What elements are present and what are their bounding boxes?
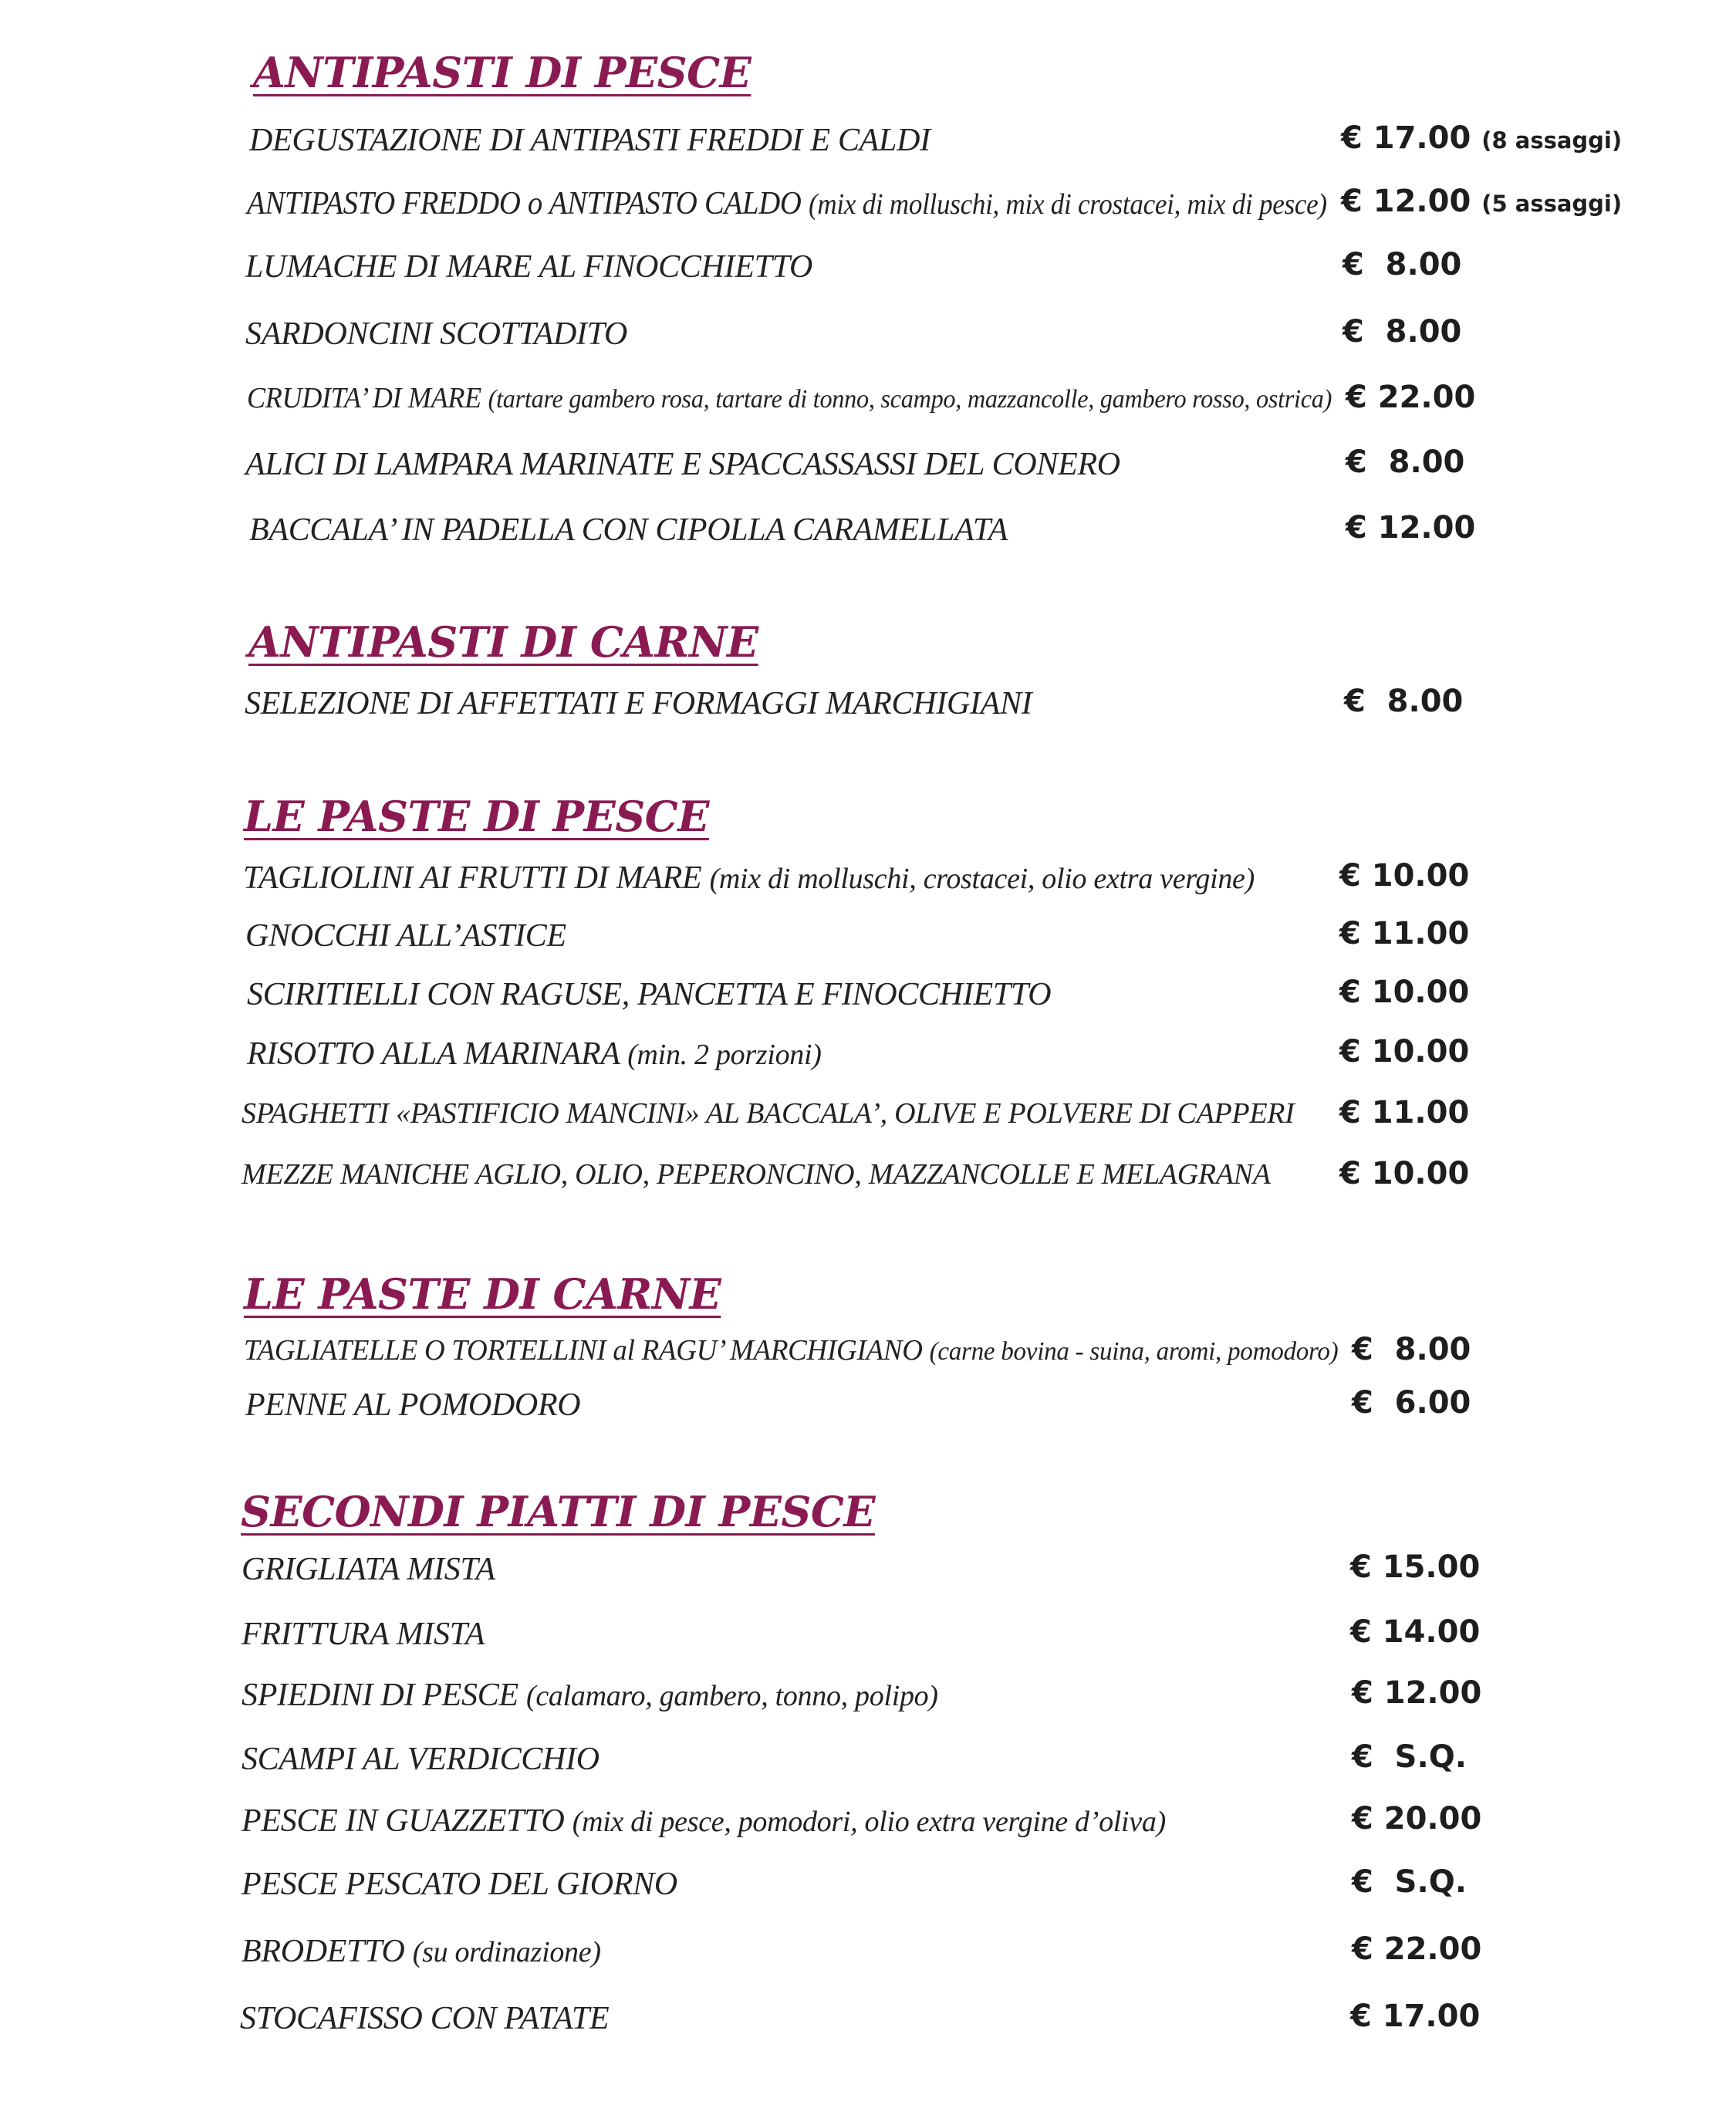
dish-title: CRUDITA’ DI MARE [247, 382, 481, 414]
dish-note: (mix di molluschi, crostacei, olio extra vergine) [709, 863, 1255, 895]
dish-title: SELEZIONE DI AFFETTATI E FORMAGGI MARCHIGIANI [245, 686, 1032, 721]
dish-price [1339, 975, 1469, 1010]
dish-title: SARDONCINI SCOTTADITO [245, 316, 628, 352]
price-value: € 22.00 [1346, 380, 1476, 415]
dish-price [1346, 444, 1464, 480]
dish-name [245, 316, 627, 353]
dish-note: (tartare gambero rosa, tartare di tonno, scampo, mazzancolle, gambero rosso, ostrica) [488, 385, 1332, 414]
dish-name [245, 446, 1120, 483]
dish-note: (mix di molluschi, mix di crostacei, mix di pesce) [808, 188, 1327, 221]
dish-name [249, 512, 1008, 549]
dish-title: TAGLIATELLE O TORTELLINI al RAGU’ MARCHIGIANO [244, 1334, 923, 1367]
section-heading-le-paste-di-carne: LE PASTE DI CARNE [244, 1269, 721, 1319]
dish-price [1352, 1801, 1481, 1836]
price-value: € 22.00 [1352, 1931, 1482, 1967]
price-value: € 11.00 [1339, 1095, 1470, 1130]
dish-title: MEZZE MANICHE AGLIO, OLIO, PEPERONCINO, MAZZANCOLLE E MELAGRANA [241, 1158, 1271, 1191]
dish-price [1346, 510, 1475, 546]
price-value: € 14.00 [1350, 1614, 1481, 1650]
price-value: € 15.00 [1350, 1549, 1481, 1585]
price-value: € 6.00 [1352, 1385, 1471, 1421]
dish-name [241, 1677, 938, 1714]
dish-price [1339, 1034, 1469, 1069]
dish-name [243, 860, 1255, 897]
dish-note: (su ordinazione) [412, 1936, 601, 1968]
dish-name [240, 2000, 609, 2037]
price-value: € 8.00 [1346, 444, 1465, 480]
price-value: € 10.00 [1339, 858, 1470, 894]
dish-name [241, 1741, 599, 1778]
price-value: € 10.00 [1339, 1034, 1470, 1069]
price-value: € 8.00 [1343, 314, 1462, 350]
dish-price [1341, 120, 1622, 156]
dish-name [241, 1551, 495, 1588]
dish-name [245, 1387, 580, 1424]
dish-name [244, 1333, 1338, 1367]
price-note: (5 assaggi) [1481, 191, 1623, 217]
dish-price [1343, 314, 1461, 350]
dish-price [1343, 247, 1461, 282]
dish-price [1339, 1095, 1469, 1130]
dish-price [1352, 1675, 1481, 1711]
dish-title: LUMACHE DI MARE AL FINOCCHIETTO [245, 249, 813, 285]
dish-title: BRODETTO [241, 1934, 405, 1969]
section-heading-le-paste-di-pesce: LE PASTE DI PESCE [244, 792, 709, 841]
dish-name [245, 917, 566, 955]
dish-price [1339, 916, 1469, 951]
dish-title: PENNE AL POMODORO [245, 1387, 581, 1423]
dish-title: DEGUSTAZIONE DI ANTIPASTI FREDDI E CALDI [249, 123, 930, 158]
dish-note: (min. 2 porzioni) [627, 1039, 822, 1071]
dish-name [241, 1157, 1271, 1191]
dish-title: STOCAFISSO CON PATATE [240, 2001, 610, 2036]
price-value: € 10.00 [1339, 1156, 1470, 1191]
section-heading-antipasti-di-pesce: ANTIPASTI DI PESCE [253, 48, 751, 97]
dish-price [1350, 1999, 1480, 2034]
dish-price [1344, 684, 1463, 719]
price-note: (8 assaggi) [1481, 127, 1623, 154]
dish-title: FRITTURA MISTA [241, 1617, 485, 1652]
dish-title: TAGLIOLINI AI FRUTTI DI MARE [243, 860, 702, 896]
dish-note: (mix di pesce, pomodori, olio extra vergine d’oliva) [572, 1806, 1166, 1838]
section-heading-antipasti-di-carne: ANTIPASTI DI CARNE [248, 617, 758, 667]
dish-name [247, 185, 1327, 222]
price-value: € 8.00 [1343, 247, 1462, 282]
dish-title: SCAMPI AL VERDICCHIO [241, 1742, 599, 1777]
dish-price [1350, 1614, 1480, 1650]
price-value: € 12.00 [1352, 1675, 1482, 1711]
price-value: € 11.00 [1339, 916, 1470, 951]
section-heading-secondi-piatti-di-pesce: SECONDI PIATTI DI PESCE [241, 1487, 876, 1536]
dish-title: BACCALA’ IN PADELLA CON CIPOLLA CARAMELLATA [249, 512, 1008, 548]
dish-title: RISOTTO ALLA MARINARA [247, 1036, 620, 1072]
dish-price [1346, 380, 1475, 415]
dish-name [241, 1933, 601, 1970]
dish-title: PESCE IN GUAZZETTO [241, 1803, 565, 1839]
price-value: € 10.00 [1339, 975, 1470, 1010]
dish-name [247, 1036, 822, 1073]
price-value: € 12.00 [1346, 510, 1476, 546]
dish-note: (calamaro, gambero, tonno, polipo) [526, 1680, 938, 1712]
price-value: € 8.00 [1352, 1332, 1471, 1367]
dish-price [1352, 1385, 1471, 1421]
price-value: € S.Q. [1352, 1739, 1467, 1775]
dish-name [247, 381, 1332, 415]
dish-name [241, 1866, 677, 1903]
dish-title: ANTIPASTO FREDDO o ANTIPASTO CALDO [247, 186, 802, 221]
dish-name [241, 1096, 1295, 1130]
dish-name [245, 685, 1032, 722]
dish-name [245, 248, 812, 286]
dish-name [241, 1616, 485, 1653]
dish-title: SPIEDINI DI PESCE [241, 1678, 518, 1713]
dish-title: ALICI DI LAMPARA MARINATE E SPACCASSASSI DEL CONERO [245, 447, 1120, 482]
dish-price [1341, 184, 1622, 219]
dish-title: GNOCCHI ALL’ASTICE [245, 918, 566, 954]
dish-title: SPAGHETTI «PASTIFICIO MANCINI» AL BACCALA’, OLIVE E POLVERE DI CAPPERI [241, 1097, 1295, 1130]
price-value: € 8.00 [1344, 684, 1464, 719]
price-value: € 17.00 [1350, 1999, 1481, 2034]
dish-price [1352, 1864, 1467, 1900]
dish-price [1339, 1156, 1469, 1191]
dish-price [1352, 1332, 1471, 1367]
dish-price [1339, 858, 1469, 894]
dish-price [1352, 1739, 1467, 1775]
price-value: € 20.00 [1352, 1801, 1482, 1836]
dish-name [241, 1803, 1166, 1840]
price-value: € 12.00 [1341, 184, 1471, 219]
dish-price [1350, 1549, 1480, 1585]
dish-price [1352, 1931, 1481, 1967]
dish-name [249, 122, 930, 159]
price-value: € S.Q. [1352, 1864, 1467, 1900]
dish-name [247, 976, 1051, 1013]
dish-note: (carne bovina - suina, aromi, pomodoro) [929, 1337, 1339, 1366]
dish-title: PESCE PESCATO DEL GIORNO [241, 1867, 677, 1902]
price-value: € 17.00 [1341, 120, 1471, 156]
dish-title: SCIRITIELLI CON RAGUSE, PANCETTA E FINOCCHIETTO [247, 977, 1052, 1012]
dish-title: GRIGLIATA MISTA [241, 1552, 495, 1587]
